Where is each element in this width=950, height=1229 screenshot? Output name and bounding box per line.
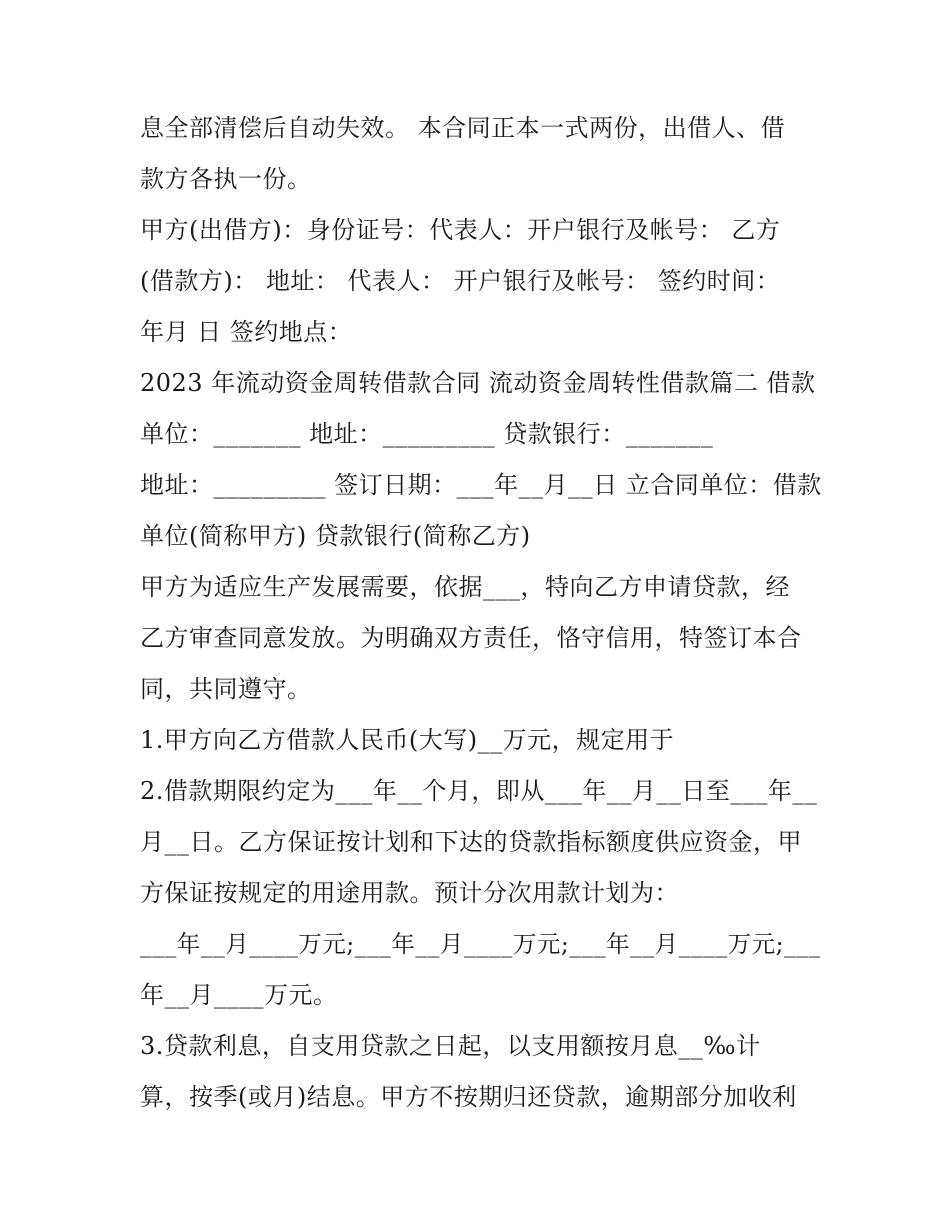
clause-line: 2.借款期限约定为___年__个月，即从___年__月__日至___年__ bbox=[140, 777, 818, 805]
text-line: 甲方为适应生产发展需要，依据___，特向乙方申请贷款，经 bbox=[140, 573, 790, 601]
text-line: 算，按季(或月)结息。甲方不按期归还贷款，逾期部分加收利 bbox=[140, 1083, 797, 1111]
clause-line: 1.甲方向乙方借款人民币(大写)__万元，规定用于 bbox=[140, 726, 675, 754]
text-line: 款方各执一份。 bbox=[140, 165, 312, 193]
text-line: 年月 日 签约地点： bbox=[140, 318, 353, 346]
text-line: (借款方)： 地址： 代表人： 开户银行及帐号： 签约时间： bbox=[140, 267, 781, 295]
clause-line: 3.贷款利息，自支用贷款之日起，以支用额按月息__‰计 bbox=[140, 1032, 761, 1060]
text-line: 方保证按规定的用途用款。预计分次用款计划为： bbox=[140, 879, 679, 907]
text-line: 单位：_______ 地址：_________ 贷款银行：_______ bbox=[140, 420, 714, 448]
text-line: 乙方审查同意发放。为明确双方责任，恪守信用，特签订本合 bbox=[140, 624, 802, 652]
text-line: 地址：_________ 签订日期：___年__月__日 立合同单位：借款 bbox=[140, 471, 822, 499]
text-line: 单位(简称甲方) 贷款银行(简称乙方) bbox=[140, 522, 531, 550]
section-heading-line: 2023 年流动资金周转借款合同 流动资金周转性借款篇二 借款 bbox=[140, 369, 816, 397]
text-line: 年__月____万元。 bbox=[140, 981, 338, 1009]
text-line: 甲方(出借方)：身份证号：代表人：开户银行及帐号： 乙方 bbox=[140, 216, 781, 244]
text-line: ___年__月____万元;___年__月____万元;___年__月____万元;___ bbox=[140, 930, 821, 958]
document-body bbox=[140, 103, 830, 1123]
text-line: 月__日。乙方保证按计划和下达的贷款指标额度供应资金，甲 bbox=[140, 828, 802, 856]
text-line: 息全部清偿后自动失效。 本合同正本一式两份，出借人、借 bbox=[140, 114, 786, 142]
text-line: 同，共同遵守。 bbox=[140, 675, 312, 703]
